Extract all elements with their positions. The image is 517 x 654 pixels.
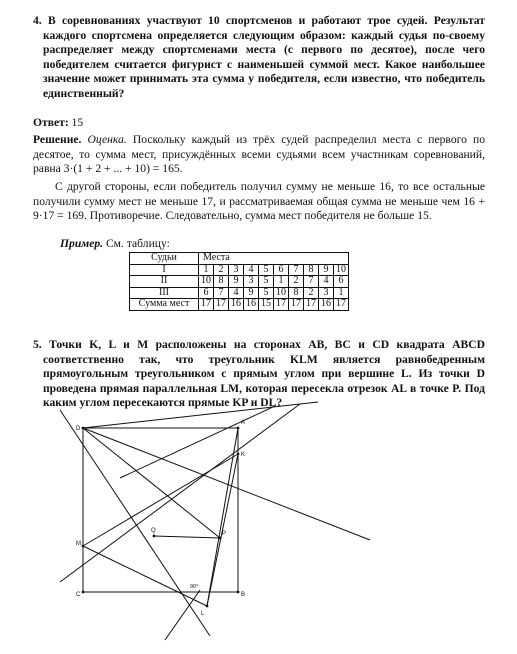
table-cell: 4 — [229, 287, 244, 299]
line-long-1 — [60, 404, 300, 582]
line-long-3 — [83, 402, 318, 428]
header-judges: Судьи — [130, 253, 199, 265]
table-cell: 17 — [199, 299, 214, 311]
table-cell: 6 — [274, 264, 289, 276]
row-label: I — [130, 264, 199, 276]
segment-dp — [83, 428, 220, 538]
table-cell: 3 — [244, 276, 259, 288]
label-d: D — [76, 426, 81, 432]
point-c-dot — [82, 591, 85, 594]
angle-label: 90° — [190, 584, 199, 590]
table-cell: 2 — [214, 264, 229, 276]
table-cell: 1 — [199, 264, 214, 276]
table-cell: 3 — [229, 264, 244, 276]
table-cell: 7 — [214, 287, 229, 299]
table-cell: 17 — [274, 299, 289, 311]
table-cell: 9 — [319, 264, 334, 276]
row-label: III — [130, 287, 199, 299]
table-cell: 5 — [259, 264, 274, 276]
table-cell: 16 — [319, 299, 334, 311]
point-l-dot — [206, 605, 209, 608]
table-cell: 5 — [259, 287, 274, 299]
table-cell: 4 — [244, 264, 259, 276]
point-m-dot — [82, 545, 85, 548]
segment-ml — [83, 546, 207, 606]
table-cell: 17 — [334, 299, 349, 311]
label-m: M — [76, 541, 81, 547]
point-q-dot — [153, 535, 156, 538]
line-long-2 — [83, 428, 370, 540]
row-label: Сумма мест — [130, 299, 199, 311]
table-cell: 10 — [199, 276, 214, 288]
solution-text-1: Поскольку каждый из трёх судей распределил места с первого по десятое, то сумма мест, присуждённых всеми судьями всем участникам соревнований, равна 3·(1 + 2 + ... + 10) = 165. — [33, 133, 486, 176]
table-cell: 8 — [214, 276, 229, 288]
table-cell: 9 — [244, 287, 259, 299]
label-l: L — [201, 611, 205, 617]
label-c: C — [76, 592, 81, 598]
table-cell: 4 — [319, 276, 334, 288]
table-cell: 1 — [334, 287, 349, 299]
table-cell: 3 — [319, 287, 334, 299]
table-cell: 15 — [259, 299, 274, 311]
segment-qp — [154, 536, 220, 538]
table-cell: 8 — [304, 264, 319, 276]
table-cell: 7 — [304, 276, 319, 288]
table-cell: 2 — [289, 276, 304, 288]
point-d-dot — [82, 427, 85, 430]
segment-mk — [83, 454, 238, 546]
table-cell: 8 — [289, 287, 304, 299]
point-k-dot — [237, 453, 240, 456]
solution-label: Решение. — [33, 133, 82, 146]
table-cell: 17 — [304, 299, 319, 311]
table-cell: 10 — [334, 264, 349, 276]
table-cell: 16 — [244, 299, 259, 311]
header-places: Места — [199, 253, 349, 265]
point-b-dot — [237, 591, 240, 594]
label-p: P — [222, 531, 227, 537]
point-p-dot — [219, 537, 222, 540]
table-cell: 6 — [199, 287, 214, 299]
segment-al — [207, 428, 238, 606]
label-q: Q — [151, 528, 156, 534]
label-b: B — [241, 592, 246, 598]
table-cell: 1 — [274, 276, 289, 288]
solution-text-2: С другой стороны, если победитель получил сумму не меньше 16, то все остальные получили сумму мест не меньше 17, и рассматриваемая общая сумма не меньше чем 16 + 9·17 = 169. Противоречие. Следовательно, сумма мест победителя не больше 15. — [33, 180, 485, 223]
table-cell: 5 — [259, 276, 274, 288]
point-a-dot — [237, 427, 240, 430]
table-cell: 17 — [214, 299, 229, 311]
row-label: II — [130, 276, 199, 288]
example-label: Пример. — [60, 237, 104, 250]
segment-lk — [207, 454, 238, 606]
problem-4-number: 4. — [33, 14, 42, 27]
table-cell: 6 — [334, 276, 349, 288]
problem-4-text: В соревнованиях участвуют 10 спортсменов и работают трое судей. Результат каждого спортсмена определяется следующим образом: каждый судья по-своему распределяет между спортсменами места (с первого по десятое), после чего победителем считается фигурист с наименьшей суммой мест. Какое наибольшее значение может принимать эта сумма у победителя, если известно, что победитель единственный? — [43, 14, 485, 100]
example-text: См. таблицу: — [105, 237, 170, 250]
answer-label: Ответ: — [33, 116, 69, 129]
estimate-label: Оценка. — [87, 133, 127, 146]
line-short — [165, 590, 200, 640]
table-cell: 7 — [289, 264, 304, 276]
table-cell: 17 — [289, 299, 304, 311]
problem-5-text: Точки K, L и M расположены на сторонах AB, BC и CD квадрата ABCD соответственно так, что треугольник KLM является равнобедренным прямоугольным треугольником с прямым углом при вершине L. Из точки D проведена прямая параллельная LM, которая пересекла отрезок AL в точке P. Под каким углом пересекаются прямые KP и DL? — [43, 338, 486, 410]
label-a: A — [241, 420, 246, 426]
table-cell: 16 — [229, 299, 244, 311]
line-long-4 — [120, 406, 275, 478]
table-cell: 9 — [229, 276, 244, 288]
table-cell: 10 — [274, 287, 289, 299]
table-cell: 2 — [304, 287, 319, 299]
problem-5-number: 5. — [33, 338, 42, 351]
answer-value: 15 — [71, 116, 84, 129]
label-k: K — [241, 452, 246, 458]
